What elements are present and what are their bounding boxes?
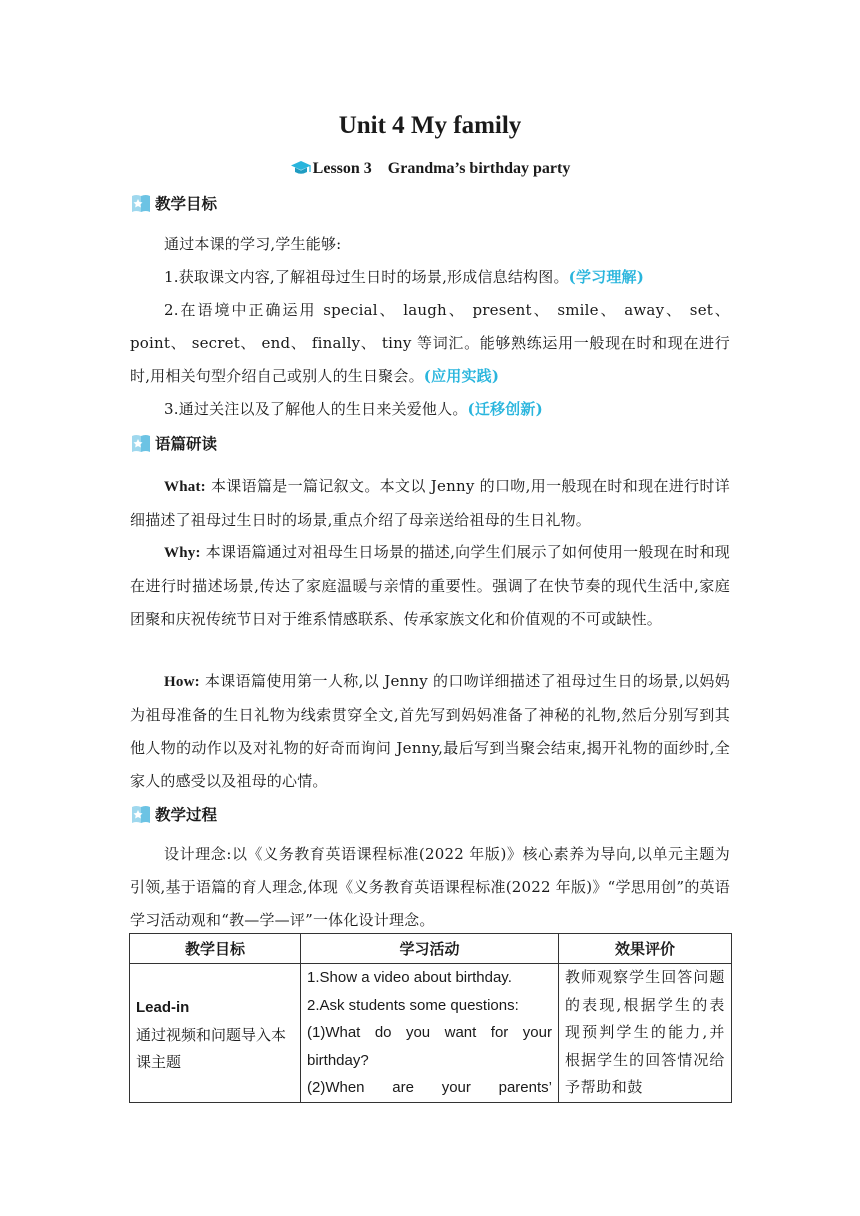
activity-line: 2.Ask students some questions:: [307, 996, 519, 1014]
process-intro: 设计理念:以《义务教育英语课程标准(2022 年版)》核心素养为导向,以单元主题为引领,基于语篇的育人理念,体现《义务教育英语课程标准(2022 年版)》“学思用创”的英语学习活动观和“教—学—评”一体化设计理念。: [130, 845, 730, 929]
objectives-intro: 通过本课的学习,学生能够:: [164, 235, 342, 253]
activity-line: 1.Show a video about birthday.: [307, 969, 512, 986]
evaluation-cell: 教师观察学生回答问题的表现,根据学生的表现预判学生的能力,并根据学生的回答情况给予帮助和鼓: [559, 964, 732, 1103]
objective-item-1: 1.获取课文内容,了解祖母过生日时的场景,形成信息结构图。(学习理解): [164, 268, 645, 286]
section-heading-objectives: [130, 190, 217, 216]
teaching-plan-table: [129, 933, 732, 1103]
table-header-row: [130, 934, 732, 964]
activity-cell: [301, 964, 559, 1103]
objective-item-2: 2.在语境中正确运用 special、 laugh、 present、 smile、 away、 set、 point、 secret、 end、 finally、 tiny 等词汇。能够熟练运用一般现在时和现在进行时,用相关句型介绍自己或别人的生日聚会。(应用实践): [130, 301, 730, 385]
objective-item-3: 3.通过关注以及了解他人的生日来关爱他人。(迁移创新): [164, 400, 543, 418]
lesson-title: Lesson 3 Grandma’s birthday party: [312, 160, 571, 177]
unit-title: Unit 4 My family: [338, 112, 522, 139]
column-header: 教学目标: [130, 934, 301, 964]
column-header: 学习活动: [301, 934, 559, 964]
lesson-subtitle: [0, 160, 860, 181]
table-row: [130, 964, 732, 1103]
objective-tag: (学习理解): [568, 268, 645, 286]
section-heading-label: 教学目标: [155, 195, 218, 213]
section-heading-reading: [130, 430, 217, 456]
book-section-icon: [130, 432, 152, 454]
book-section-icon: [130, 192, 152, 214]
goal-cell: [130, 964, 301, 1103]
column-header: 效果评价: [559, 934, 732, 964]
activity-line: birthday?: [307, 1051, 369, 1069]
activity-line: (1)What do you want for your: [307, 1024, 552, 1041]
section-heading-label: 教学过程: [155, 806, 218, 824]
activity-line: (2)When are your parents’: [307, 1079, 552, 1096]
book-section-icon: [130, 803, 152, 825]
reading-how: How: 本课语篇使用第一人称,以 Jenny 的口吻详细描述了祖母过生日的场景,以妈妈为祖母准备的生日礼物为线索贯穿全文,首先写到妈妈准备了神秘的礼物,然后分别写到其他人物的动作以及对礼物的好奇而询问 Jenny,最后写到当聚会结束,揭开礼物的面纱时,全家人的感受以及祖母的心情。: [130, 672, 730, 790]
goal-text: 通过视频和问题导入本课主题: [136, 1025, 287, 1071]
section-heading-label: 语篇研读: [155, 435, 218, 453]
section-heading-process: [130, 801, 217, 827]
reading-why: Why: 本课语篇通过对祖母生日场景的描述,向学生们展示了如何使用一般现在时和现在进行时描述场景,传达了家庭温暖与亲情的重要性。强调了在快节奏的现代生活中,家庭团聚和庆祝传统节日对于维系情感联系、传承家族文化和价值观的不可或缺性。: [130, 543, 730, 628]
graduation-cap-icon: [290, 160, 312, 181]
objective-tag: (应用实践): [423, 367, 500, 385]
objective-tag: (迁移创新): [467, 400, 543, 418]
goal-title: Lead-in: [136, 999, 190, 1016]
reading-what: What: 本课语篇是一篇记叙文。本文以 Jenny 的口吻,用一般现在时和现在进行时详细描述了祖母过生日时的场景,重点介绍了母亲送给祖母的生日礼物。: [130, 477, 730, 529]
